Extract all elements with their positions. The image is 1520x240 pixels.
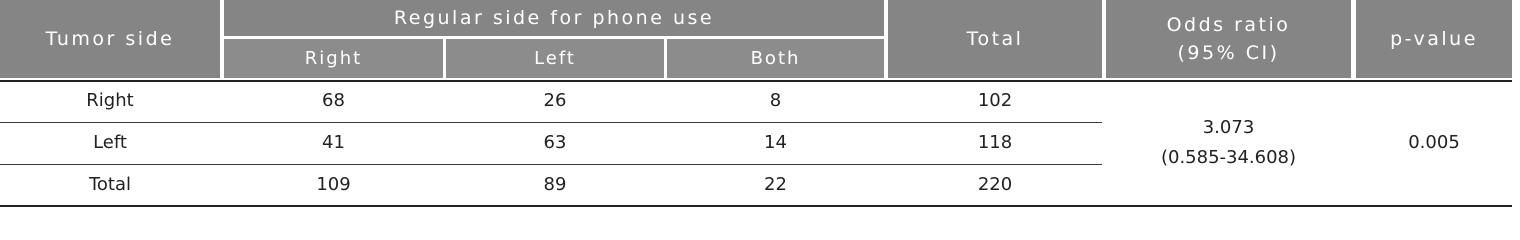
- header-sub-both: Both: [667, 39, 884, 78]
- p-value-cell: 0.005: [1408, 132, 1460, 153]
- cell-right-right: 68: [322, 90, 345, 111]
- cell-right-both: 8: [769, 90, 782, 111]
- row-rule-2: [0, 164, 1102, 165]
- header-sub-right: Right: [224, 39, 443, 78]
- odds-ratio-cell: [1106, 82, 1351, 204]
- header-total: Total: [888, 0, 1102, 78]
- header-odds-ratio-line2: (95% CI): [1177, 42, 1280, 64]
- row-rule-1: [0, 122, 1102, 123]
- cell-left-both: 14: [764, 132, 787, 153]
- cell-total-left: 89: [543, 174, 567, 195]
- header-sub-left: Left: [446, 39, 664, 78]
- header-odds-ratio-line1: Odds ratio: [1166, 14, 1291, 36]
- header-regular-side: Regular side for phone use: [224, 0, 884, 36]
- cell-right-left: 26: [543, 90, 567, 111]
- row-label-right: Right: [86, 90, 134, 111]
- row-label-left: Left: [93, 132, 127, 153]
- cell-left-right: 41: [322, 132, 345, 153]
- header-p-value: p-value: [1356, 0, 1512, 78]
- cell-total-both: 22: [764, 174, 787, 195]
- table-bottom-rule: [0, 205, 1512, 207]
- odds-ratio-ci: (0.585-34.608): [1160, 147, 1297, 168]
- cell-left-left: 63: [543, 132, 567, 153]
- header-tumor-side: Tumor side: [0, 0, 220, 78]
- row-label-total: Total: [88, 174, 132, 195]
- cell-total-right: 109: [316, 174, 351, 195]
- header-odds-ratio: [1106, 0, 1351, 78]
- cell-total-total: 220: [977, 174, 1013, 195]
- odds-ratio-value: 3.073: [1202, 117, 1255, 138]
- cell-right-total: 102: [977, 90, 1013, 111]
- cell-left-total: 118: [977, 132, 1013, 153]
